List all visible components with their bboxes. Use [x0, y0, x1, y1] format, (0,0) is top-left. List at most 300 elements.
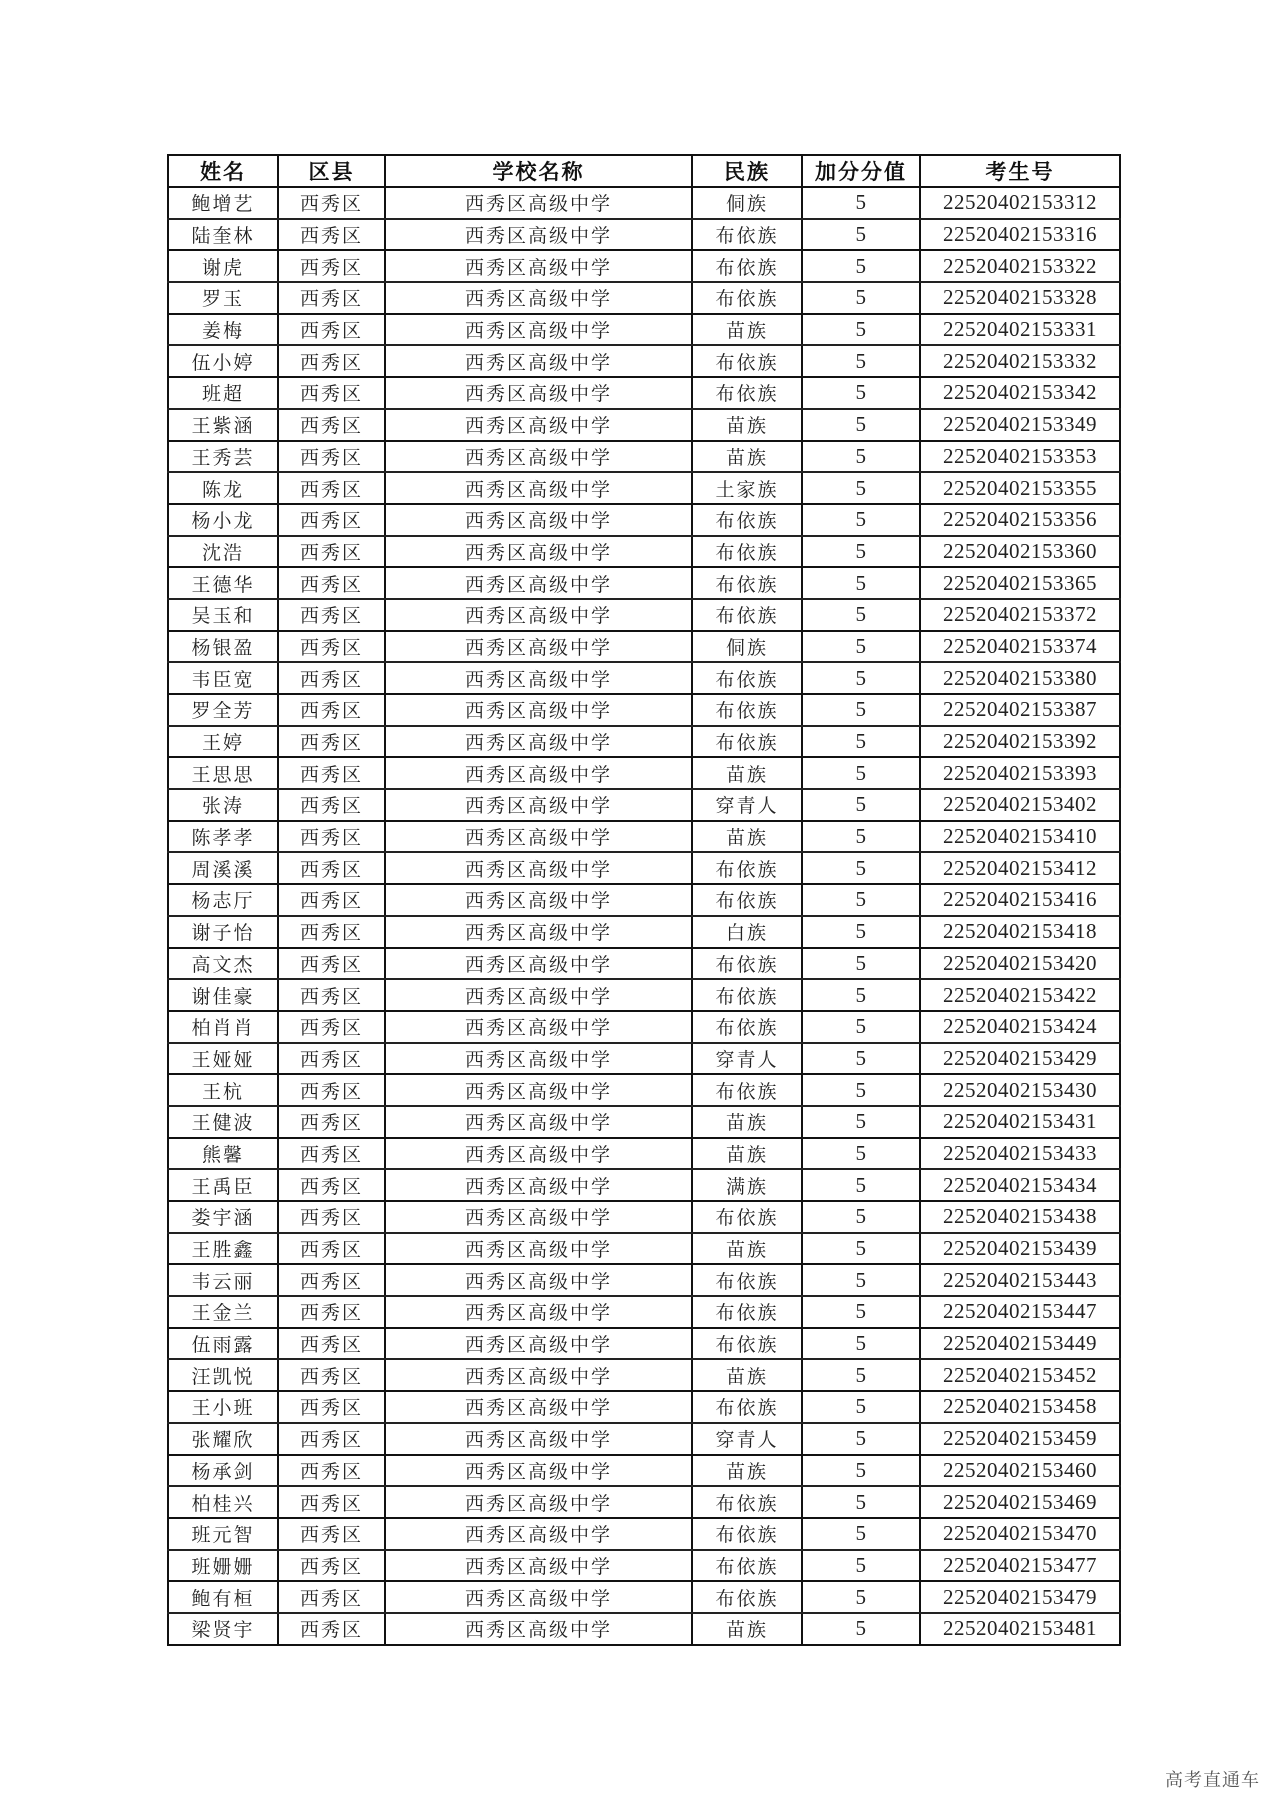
cell-exam-number: 22520402153452 [920, 1359, 1120, 1391]
cell-exam-number: 22520402153392 [920, 726, 1120, 758]
cell-school: 西秀区高级中学 [385, 1486, 692, 1518]
cell-district: 西秀区 [278, 1011, 385, 1043]
table-row [168, 1296, 1120, 1328]
cell-ethnicity: 苗族 [692, 821, 802, 853]
cell-ethnicity: 布依族 [692, 250, 802, 282]
table-row [168, 1613, 1120, 1645]
cell-exam-number: 22520402153380 [920, 662, 1120, 694]
table-row [168, 1550, 1120, 1582]
header-name: 姓名 [168, 155, 278, 187]
table-row [168, 567, 1120, 599]
table-row [168, 377, 1120, 409]
cell-exam-number: 22520402153342 [920, 377, 1120, 409]
watermark-text: 高考直通车 [1165, 1770, 1260, 1791]
cell-bonus-points: 5 [802, 441, 920, 473]
cell-ethnicity: 布依族 [692, 1328, 802, 1360]
table-row [168, 631, 1120, 663]
cell-school: 西秀区高级中学 [385, 694, 692, 726]
cell-exam-number: 22520402153447 [920, 1296, 1120, 1328]
cell-ethnicity: 布依族 [692, 1201, 802, 1233]
cell-bonus-points: 5 [802, 1455, 920, 1487]
cell-district: 西秀区 [278, 1518, 385, 1550]
cell-bonus-points: 5 [802, 536, 920, 568]
table-row [168, 219, 1120, 251]
cell-ethnicity: 布依族 [692, 662, 802, 694]
cell-bonus-points: 5 [802, 631, 920, 663]
cell-ethnicity: 穿青人 [692, 1043, 802, 1075]
cell-exam-number: 22520402153353 [920, 441, 1120, 473]
header-ethnicity: 民族 [692, 155, 802, 187]
cell-exam-number: 22520402153349 [920, 409, 1120, 441]
table-row [168, 726, 1120, 758]
cell-name: 姜梅 [168, 314, 278, 346]
cell-district: 西秀区 [278, 314, 385, 346]
cell-ethnicity: 布依族 [692, 599, 802, 631]
cell-bonus-points: 5 [802, 377, 920, 409]
cell-district: 西秀区 [278, 187, 385, 219]
table-row [168, 1328, 1120, 1360]
cell-bonus-points: 5 [802, 1296, 920, 1328]
cell-bonus-points: 5 [802, 1581, 920, 1613]
cell-ethnicity: 布依族 [692, 1264, 802, 1296]
cell-name: 伍小婷 [168, 345, 278, 377]
cell-district: 西秀区 [278, 631, 385, 663]
table-row [168, 1201, 1120, 1233]
cell-district: 西秀区 [278, 536, 385, 568]
cell-exam-number: 22520402153420 [920, 948, 1120, 980]
cell-bonus-points: 5 [802, 1486, 920, 1518]
cell-name: 柏肖肖 [168, 1011, 278, 1043]
header-district: 区县 [278, 155, 385, 187]
table-row [168, 1169, 1120, 1201]
cell-exam-number: 22520402153355 [920, 472, 1120, 504]
cell-exam-number: 22520402153328 [920, 282, 1120, 314]
cell-ethnicity: 布依族 [692, 1518, 802, 1550]
cell-district: 西秀区 [278, 1486, 385, 1518]
cell-district: 西秀区 [278, 219, 385, 251]
cell-exam-number: 22520402153431 [920, 1106, 1120, 1138]
cell-name: 陈孝孝 [168, 821, 278, 853]
cell-ethnicity: 布依族 [692, 948, 802, 980]
cell-name: 杨承剑 [168, 1455, 278, 1487]
table-row [168, 1233, 1120, 1265]
cell-bonus-points: 5 [802, 757, 920, 789]
cell-school: 西秀区高级中学 [385, 757, 692, 789]
cell-exam-number: 22520402153438 [920, 1201, 1120, 1233]
cell-ethnicity: 布依族 [692, 884, 802, 916]
cell-school: 西秀区高级中学 [385, 1328, 692, 1360]
cell-school: 西秀区高级中学 [385, 916, 692, 948]
cell-exam-number: 22520402153422 [920, 979, 1120, 1011]
cell-name: 梁贤宇 [168, 1613, 278, 1645]
header-school: 学校名称 [385, 155, 692, 187]
cell-district: 西秀区 [278, 567, 385, 599]
cell-bonus-points: 5 [802, 1264, 920, 1296]
cell-district: 西秀区 [278, 1296, 385, 1328]
table-row [168, 1106, 1120, 1138]
cell-school: 西秀区高级中学 [385, 726, 692, 758]
cell-district: 西秀区 [278, 1106, 385, 1138]
cell-district: 西秀区 [278, 757, 385, 789]
cell-bonus-points: 5 [802, 1011, 920, 1043]
cell-district: 西秀区 [278, 821, 385, 853]
cell-ethnicity: 苗族 [692, 1613, 802, 1645]
cell-district: 西秀区 [278, 979, 385, 1011]
table-row [168, 821, 1120, 853]
table-row [168, 314, 1120, 346]
table-row [168, 789, 1120, 821]
cell-bonus-points: 5 [802, 1359, 920, 1391]
table-row [168, 409, 1120, 441]
cell-exam-number: 22520402153316 [920, 219, 1120, 251]
cell-ethnicity: 布依族 [692, 694, 802, 726]
cell-ethnicity: 布依族 [692, 1391, 802, 1423]
cell-name: 杨志厅 [168, 884, 278, 916]
cell-school: 西秀区高级中学 [385, 314, 692, 346]
table-row [168, 662, 1120, 694]
cell-ethnicity: 布依族 [692, 1486, 802, 1518]
cell-district: 西秀区 [278, 1233, 385, 1265]
cell-exam-number: 22520402153439 [920, 1233, 1120, 1265]
cell-district: 西秀区 [278, 282, 385, 314]
cell-ethnicity: 布依族 [692, 1074, 802, 1106]
cell-name: 鲍增艺 [168, 187, 278, 219]
cell-district: 西秀区 [278, 377, 385, 409]
cell-school: 西秀区高级中学 [385, 1264, 692, 1296]
cell-bonus-points: 5 [802, 282, 920, 314]
cell-name: 王胜鑫 [168, 1233, 278, 1265]
cell-name: 谢佳豪 [168, 979, 278, 1011]
cell-ethnicity: 布依族 [692, 726, 802, 758]
cell-ethnicity: 侗族 [692, 187, 802, 219]
cell-bonus-points: 5 [802, 852, 920, 884]
cell-bonus-points: 5 [802, 1613, 920, 1645]
table-row [168, 1455, 1120, 1487]
table-body [168, 187, 1120, 1645]
cell-school: 西秀区高级中学 [385, 567, 692, 599]
cell-name: 班超 [168, 377, 278, 409]
cell-exam-number: 22520402153416 [920, 884, 1120, 916]
cell-district: 西秀区 [278, 1074, 385, 1106]
cell-exam-number: 22520402153360 [920, 536, 1120, 568]
cell-district: 西秀区 [278, 599, 385, 631]
cell-ethnicity: 布依族 [692, 1550, 802, 1582]
cell-bonus-points: 5 [802, 314, 920, 346]
table-row [168, 1359, 1120, 1391]
cell-ethnicity: 布依族 [692, 504, 802, 536]
cell-name: 班姗姗 [168, 1550, 278, 1582]
cell-district: 西秀区 [278, 948, 385, 980]
cell-ethnicity: 布依族 [692, 219, 802, 251]
cell-name: 杨银盈 [168, 631, 278, 663]
cell-name: 王禹臣 [168, 1169, 278, 1201]
cell-bonus-points: 5 [802, 472, 920, 504]
cell-name: 伍雨露 [168, 1328, 278, 1360]
table-row [168, 536, 1120, 568]
header-exam-number: 考生号 [920, 155, 1120, 187]
cell-exam-number: 22520402153469 [920, 1486, 1120, 1518]
cell-name: 王婷 [168, 726, 278, 758]
cell-ethnicity: 布依族 [692, 852, 802, 884]
cell-district: 西秀区 [278, 1455, 385, 1487]
table-row [168, 345, 1120, 377]
cell-name: 韦云丽 [168, 1264, 278, 1296]
cell-name: 汪凯悦 [168, 1359, 278, 1391]
cell-name: 张耀欣 [168, 1423, 278, 1455]
cell-bonus-points: 5 [802, 948, 920, 980]
cell-exam-number: 22520402153365 [920, 567, 1120, 599]
cell-district: 西秀区 [278, 726, 385, 758]
cell-exam-number: 22520402153424 [920, 1011, 1120, 1043]
cell-district: 西秀区 [278, 884, 385, 916]
cell-ethnicity: 土家族 [692, 472, 802, 504]
table-row [168, 472, 1120, 504]
cell-district: 西秀区 [278, 694, 385, 726]
cell-ethnicity: 布依族 [692, 979, 802, 1011]
table-row [168, 1423, 1120, 1455]
cell-bonus-points: 5 [802, 789, 920, 821]
cell-school: 西秀区高级中学 [385, 1233, 692, 1265]
table-row [168, 979, 1120, 1011]
cell-school: 西秀区高级中学 [385, 1455, 692, 1487]
cell-exam-number: 22520402153481 [920, 1613, 1120, 1645]
cell-school: 西秀区高级中学 [385, 1043, 692, 1075]
cell-exam-number: 22520402153460 [920, 1455, 1120, 1487]
cell-exam-number: 22520402153459 [920, 1423, 1120, 1455]
cell-exam-number: 22520402153332 [920, 345, 1120, 377]
cell-district: 西秀区 [278, 250, 385, 282]
cell-ethnicity: 布依族 [692, 282, 802, 314]
cell-bonus-points: 5 [802, 1169, 920, 1201]
cell-name: 班元智 [168, 1518, 278, 1550]
cell-name: 王思思 [168, 757, 278, 789]
cell-ethnicity: 布依族 [692, 1011, 802, 1043]
cell-school: 西秀区高级中学 [385, 821, 692, 853]
cell-exam-number: 22520402153322 [920, 250, 1120, 282]
cell-school: 西秀区高级中学 [385, 472, 692, 504]
cell-school: 西秀区高级中学 [385, 789, 692, 821]
cell-school: 西秀区高级中学 [385, 1074, 692, 1106]
cell-name: 柏桂兴 [168, 1486, 278, 1518]
cell-school: 西秀区高级中学 [385, 409, 692, 441]
cell-exam-number: 22520402153477 [920, 1550, 1120, 1582]
cell-bonus-points: 5 [802, 1138, 920, 1170]
cell-exam-number: 22520402153434 [920, 1169, 1120, 1201]
cell-district: 西秀区 [278, 409, 385, 441]
cell-exam-number: 22520402153374 [920, 631, 1120, 663]
table-row [168, 504, 1120, 536]
cell-district: 西秀区 [278, 916, 385, 948]
table-row [168, 599, 1120, 631]
cell-name: 王金兰 [168, 1296, 278, 1328]
cell-school: 西秀区高级中学 [385, 1391, 692, 1423]
cell-ethnicity: 苗族 [692, 441, 802, 473]
table-row [168, 916, 1120, 948]
cell-bonus-points: 5 [802, 345, 920, 377]
cell-bonus-points: 5 [802, 1074, 920, 1106]
bonus-points-table [167, 154, 1121, 1646]
cell-ethnicity: 苗族 [692, 1106, 802, 1138]
cell-bonus-points: 5 [802, 916, 920, 948]
table-row [168, 282, 1120, 314]
cell-ethnicity: 满族 [692, 1169, 802, 1201]
table-row [168, 1138, 1120, 1170]
cell-exam-number: 22520402153418 [920, 916, 1120, 948]
table-row [168, 250, 1120, 282]
cell-name: 周溪溪 [168, 852, 278, 884]
cell-exam-number: 22520402153470 [920, 1518, 1120, 1550]
cell-school: 西秀区高级中学 [385, 1201, 692, 1233]
cell-district: 西秀区 [278, 1391, 385, 1423]
cell-bonus-points: 5 [802, 219, 920, 251]
cell-school: 西秀区高级中学 [385, 662, 692, 694]
cell-ethnicity: 布依族 [692, 377, 802, 409]
cell-ethnicity: 侗族 [692, 631, 802, 663]
cell-school: 西秀区高级中学 [385, 504, 692, 536]
cell-bonus-points: 5 [802, 1233, 920, 1265]
cell-exam-number: 22520402153387 [920, 694, 1120, 726]
table-row [168, 852, 1120, 884]
table-row [168, 948, 1120, 980]
table-row [168, 1074, 1120, 1106]
cell-exam-number: 22520402153443 [920, 1264, 1120, 1296]
cell-school: 西秀区高级中学 [385, 1423, 692, 1455]
cell-school: 西秀区高级中学 [385, 631, 692, 663]
cell-name: 吴玉和 [168, 599, 278, 631]
cell-ethnicity: 苗族 [692, 1455, 802, 1487]
cell-bonus-points: 5 [802, 250, 920, 282]
cell-bonus-points: 5 [802, 662, 920, 694]
cell-name: 王秀芸 [168, 441, 278, 473]
table-row [168, 1518, 1120, 1550]
cell-district: 西秀区 [278, 441, 385, 473]
cell-bonus-points: 5 [802, 1106, 920, 1138]
cell-name: 王杭 [168, 1074, 278, 1106]
cell-name: 谢子怡 [168, 916, 278, 948]
cell-school: 西秀区高级中学 [385, 948, 692, 980]
cell-name: 熊馨 [168, 1138, 278, 1170]
cell-bonus-points: 5 [802, 1550, 920, 1582]
cell-bonus-points: 5 [802, 187, 920, 219]
cell-name: 王健波 [168, 1106, 278, 1138]
cell-school: 西秀区高级中学 [385, 1518, 692, 1550]
cell-school: 西秀区高级中学 [385, 250, 692, 282]
cell-name: 鲍有桓 [168, 1581, 278, 1613]
cell-exam-number: 22520402153331 [920, 314, 1120, 346]
cell-bonus-points: 5 [802, 567, 920, 599]
cell-school: 西秀区高级中学 [385, 1613, 692, 1645]
cell-exam-number: 22520402153402 [920, 789, 1120, 821]
cell-district: 西秀区 [278, 1613, 385, 1645]
cell-school: 西秀区高级中学 [385, 1011, 692, 1043]
cell-ethnicity: 布依族 [692, 567, 802, 599]
cell-district: 西秀区 [278, 662, 385, 694]
cell-school: 西秀区高级中学 [385, 377, 692, 409]
cell-school: 西秀区高级中学 [385, 441, 692, 473]
table-row [168, 441, 1120, 473]
cell-school: 西秀区高级中学 [385, 1550, 692, 1582]
cell-name: 高文杰 [168, 948, 278, 980]
cell-bonus-points: 5 [802, 726, 920, 758]
cell-bonus-points: 5 [802, 884, 920, 916]
cell-district: 西秀区 [278, 1201, 385, 1233]
cell-school: 西秀区高级中学 [385, 282, 692, 314]
cell-district: 西秀区 [278, 789, 385, 821]
cell-district: 西秀区 [278, 852, 385, 884]
cell-name: 罗全芳 [168, 694, 278, 726]
cell-school: 西秀区高级中学 [385, 1296, 692, 1328]
cell-school: 西秀区高级中学 [385, 1581, 692, 1613]
cell-school: 西秀区高级中学 [385, 884, 692, 916]
table-header-row [168, 155, 1120, 187]
cell-district: 西秀区 [278, 1043, 385, 1075]
table-row [168, 757, 1120, 789]
cell-district: 西秀区 [278, 1328, 385, 1360]
cell-exam-number: 22520402153356 [920, 504, 1120, 536]
table-row [168, 1391, 1120, 1423]
cell-ethnicity: 穿青人 [692, 789, 802, 821]
cell-district: 西秀区 [278, 1264, 385, 1296]
cell-district: 西秀区 [278, 1581, 385, 1613]
table-row [168, 1043, 1120, 1075]
cell-district: 西秀区 [278, 1359, 385, 1391]
cell-school: 西秀区高级中学 [385, 852, 692, 884]
cell-district: 西秀区 [278, 1550, 385, 1582]
header-bonus-points: 加分分值 [802, 155, 920, 187]
cell-ethnicity: 布依族 [692, 345, 802, 377]
table-row [168, 694, 1120, 726]
cell-bonus-points: 5 [802, 599, 920, 631]
cell-bonus-points: 5 [802, 1423, 920, 1455]
cell-name: 张涛 [168, 789, 278, 821]
cell-ethnicity: 布依族 [692, 1296, 802, 1328]
cell-school: 西秀区高级中学 [385, 1359, 692, 1391]
cell-school: 西秀区高级中学 [385, 219, 692, 251]
cell-exam-number: 22520402153372 [920, 599, 1120, 631]
cell-name: 王娅娅 [168, 1043, 278, 1075]
table-row [168, 187, 1120, 219]
cell-school: 西秀区高级中学 [385, 1138, 692, 1170]
table-row [168, 1011, 1120, 1043]
cell-bonus-points: 5 [802, 1391, 920, 1423]
cell-ethnicity: 苗族 [692, 1359, 802, 1391]
cell-district: 西秀区 [278, 1423, 385, 1455]
cell-exam-number: 22520402153458 [920, 1391, 1120, 1423]
cell-school: 西秀区高级中学 [385, 1169, 692, 1201]
cell-school: 西秀区高级中学 [385, 345, 692, 377]
cell-exam-number: 22520402153433 [920, 1138, 1120, 1170]
cell-bonus-points: 5 [802, 1328, 920, 1360]
cell-exam-number: 22520402153393 [920, 757, 1120, 789]
cell-bonus-points: 5 [802, 504, 920, 536]
cell-ethnicity: 白族 [692, 916, 802, 948]
cell-bonus-points: 5 [802, 821, 920, 853]
cell-bonus-points: 5 [802, 1043, 920, 1075]
cell-name: 王德华 [168, 567, 278, 599]
cell-district: 西秀区 [278, 345, 385, 377]
cell-school: 西秀区高级中学 [385, 187, 692, 219]
cell-exam-number: 22520402153449 [920, 1328, 1120, 1360]
table-row [168, 884, 1120, 916]
cell-name: 杨小龙 [168, 504, 278, 536]
cell-ethnicity: 布依族 [692, 536, 802, 568]
cell-name: 谢虎 [168, 250, 278, 282]
cell-school: 西秀区高级中学 [385, 979, 692, 1011]
cell-ethnicity: 苗族 [692, 314, 802, 346]
cell-name: 王小班 [168, 1391, 278, 1423]
cell-ethnicity: 苗族 [692, 1233, 802, 1265]
cell-bonus-points: 5 [802, 979, 920, 1011]
